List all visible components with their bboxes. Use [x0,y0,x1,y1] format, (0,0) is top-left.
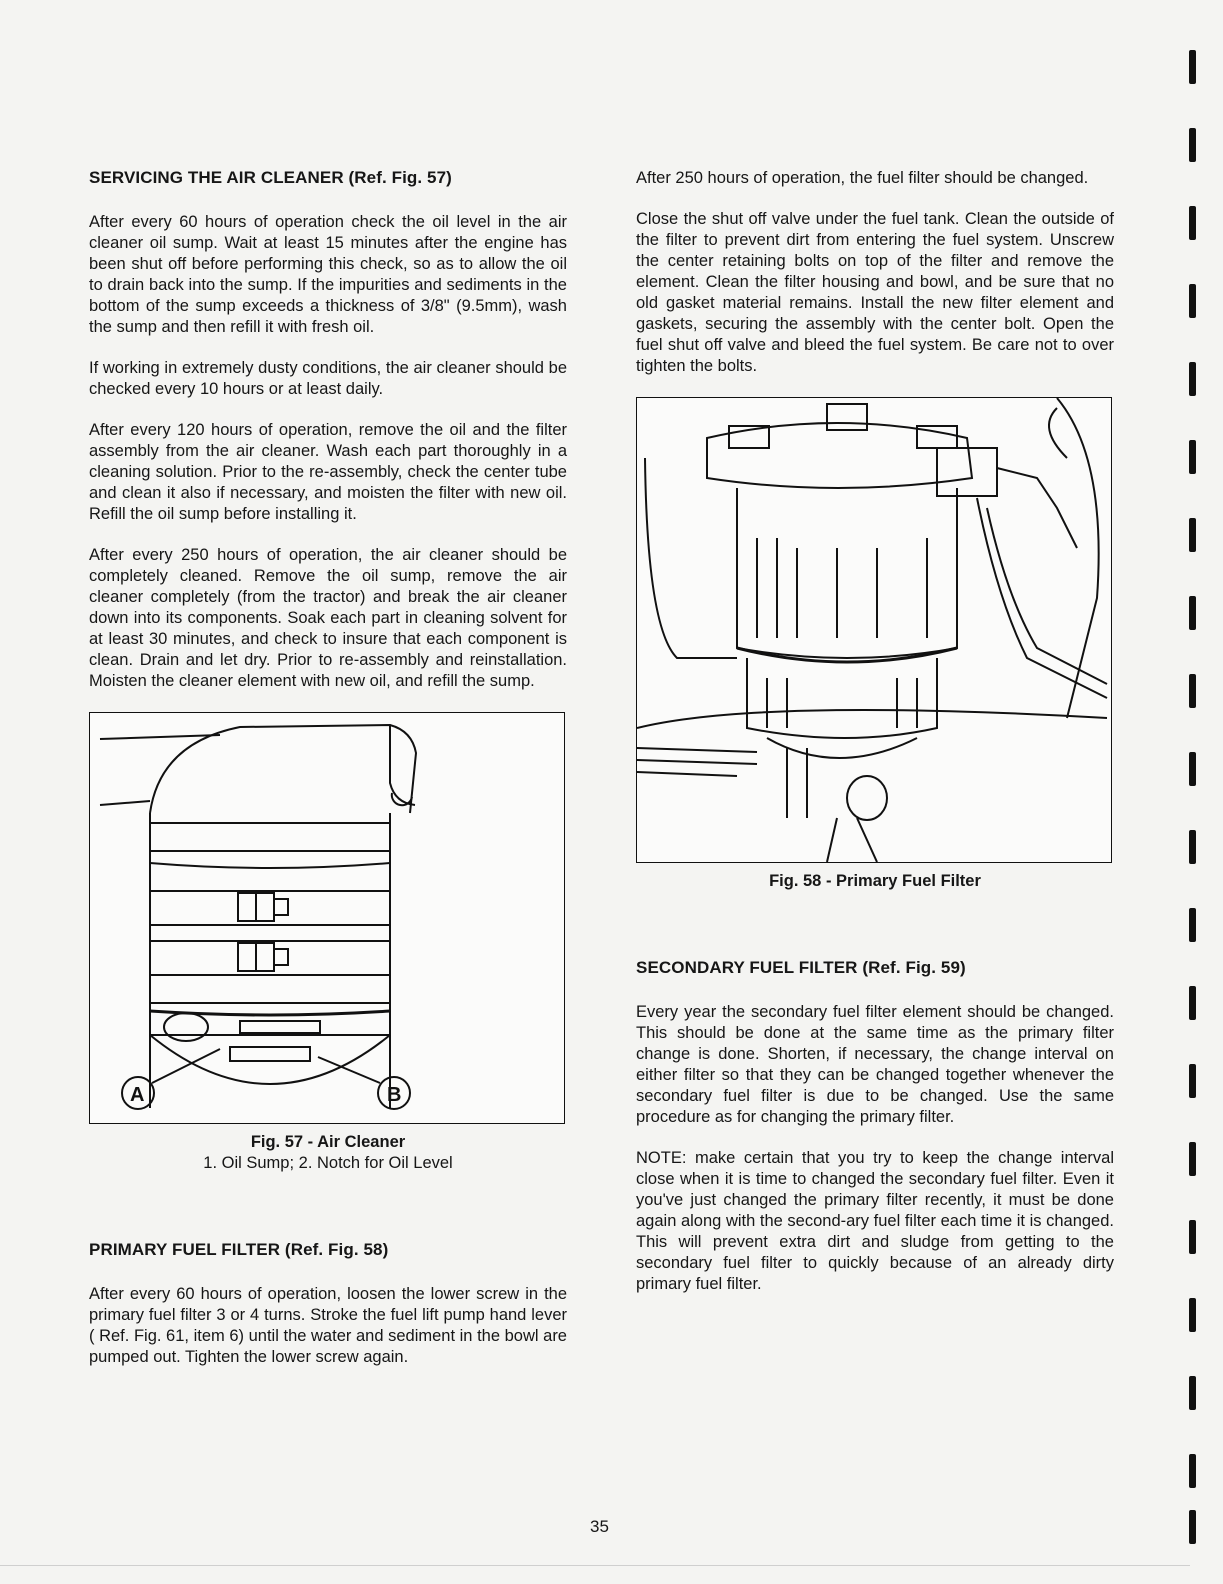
page-number: 35 [590,1517,609,1536]
air-cleaner-paragraph-3: After every 120 hours of operation, remove the oil and the filter assembly from the air cleaner. Wash each part thoroughly in a cleaning solution. Prior to the re-assembly, check the center tube and clean it also if necessary, and moisten the filter with new oil. Refill the oil sump before installing it. [89,421,567,523]
air-cleaner-paragraph-4: After every 250 hours of operation, the air cleaner should be completely cleaned. Remove the oil sump, remove the air cleaner completely (from the tractor) and break the air cleaner down into its components. Soak each part in cleaning solvent for at least 30 minutes, and check to insure that each component is clean. Drain and let dry. Prior to re-assembly and reinstallation. Moisten the cleaner element with new oil, and refill the sump. [89,546,567,690]
fig57-caption-subtitle: 1. Oil Sump; 2. Notch for Oil Level [203,1154,453,1172]
fig57-air-cleaner-illustration [89,712,565,1124]
fig58-caption [636,871,1114,892]
fuel-filter-drawing [637,398,1111,862]
secondary-filter-paragraph: Every year the secondary fuel filter element should be changed. This should be done at the same time as the primary filter change is done. Shorten, if necessary, the change interval on either filter so that they can be changed together whenever the secondary fuel filter is due to be changed. Use the same procedure as for changing the primary filter. [636,1003,1114,1126]
page-bottom-edge [0,1565,1190,1566]
callout-a: A [130,1084,145,1106]
left-column [89,168,567,1388]
fig58-caption-title: Fig. 58 - Primary Fuel Filter [769,872,981,890]
callout-b: B [387,1084,402,1106]
air-cleaner-paragraph-2: If working in extremely dusty conditions, the air cleaner should be checked every 10 hours or at least daily. [89,359,567,398]
air-cleaner-drawing [90,713,564,1123]
spiral-binding-marks [1181,40,1205,1540]
fig57-caption [89,1132,567,1174]
fig58-fuel-filter-illustration [636,397,1112,863]
primary-filter-heading: PRIMARY FUEL FILTER (Ref. Fig. 58) [89,1240,389,1259]
right-column [636,168,1114,1315]
primary-filter-paragraph: After every 60 hours of operation, loosen the lower screw in the primary fuel filter 3 or 4 turns. Stroke the fuel lift pump hand lever ( Ref. Fig. 61, item 6) until the water and sediment in the bowl are pumped out. Tighten the lower screw again. [89,1285,567,1366]
fuel-filter-paragraph-1: After 250 hours of operation, the fuel filter should be changed. [636,169,1089,187]
fig57-caption-title: Fig. 57 - Air Cleaner [250,1133,406,1151]
fuel-filter-paragraph-2: Close the shut off valve under the fuel tank. Clean the outside of the filter to prevent dirt from entering the fuel system. Unscrew the center retaining bolts on top of the filter and remove the element. Clean the filter housing and bowl, and be sure that no old gasket material remains. Install the new filter element and gaskets, securing the assembly with the center bolt. Open the fuel shut off valve and bleed the fuel system. Be care not to over tighten the bolts. [636,210,1114,375]
air-cleaner-paragraph-1: After every 60 hours of operation check the oil level in the air cleaner oil sump. Wait at least 15 minutes after the engine has been shut off before performing this check, so as to allow the oil to drain back into the sump. If the impurities and sediments in the bottom of the sump exceeds a thickness of 3/8" (9.5mm), wash the sump and then refill it with fresh oil. [89,213,567,336]
secondary-filter-heading: SECONDARY FUEL FILTER (Ref. Fig. 59) [636,958,966,977]
secondary-filter-note: NOTE: make certain that you try to keep the change interval close when it is time to changed the secondary fuel filter. Even it you've just changed the primary filter recently, it must be done again along with the second-ary fuel filter each time it is changed. This will prevent extra dirt and sludge from getting to the secondary fuel filter to quickly because of an already dirty primary fuel filter. [636,1149,1114,1293]
air-cleaner-heading: SERVICING THE AIR CLEANER (Ref. Fig. 57) [89,168,452,187]
